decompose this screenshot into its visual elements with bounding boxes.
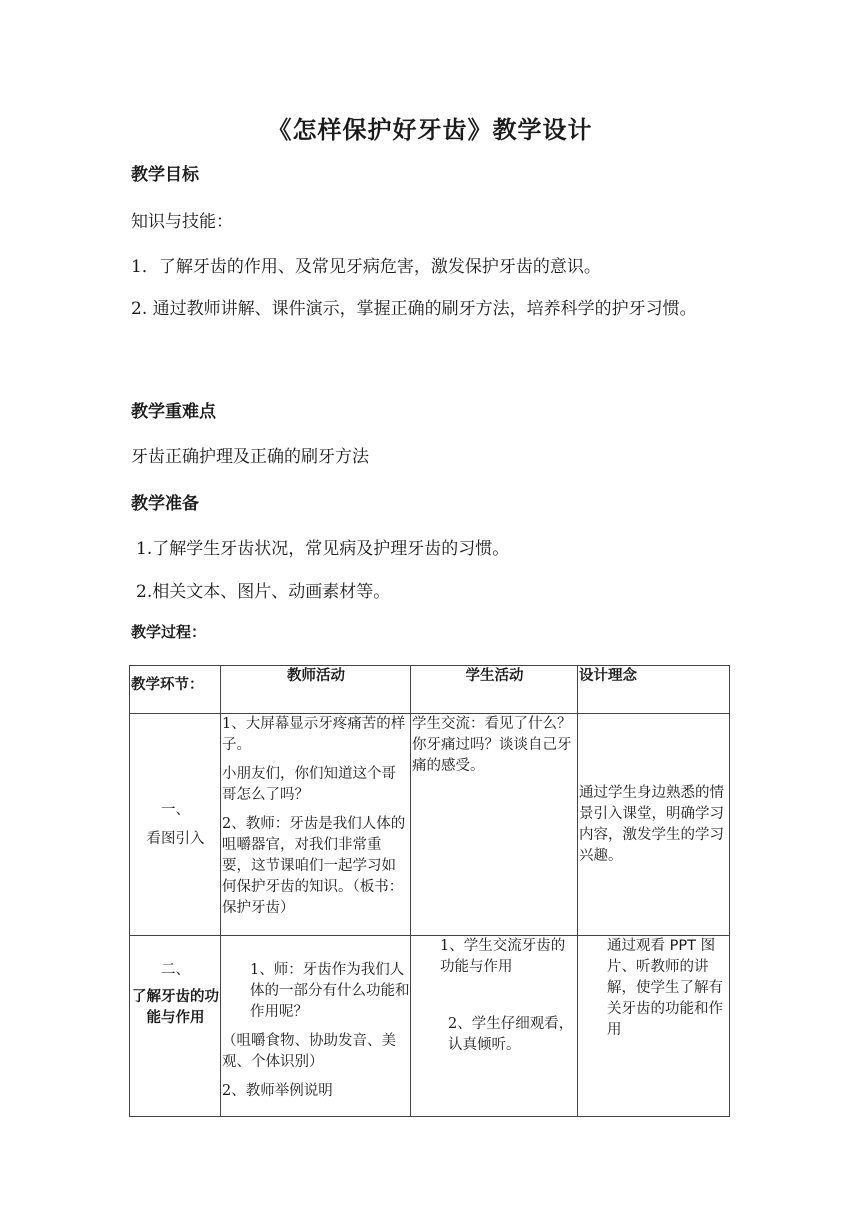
header-rationale: 设计理念 — [578, 666, 730, 714]
rationale-text: 通过学生身边熟悉的情景引入课堂，明确学习内容，激发学生的学习兴趣。 — [579, 784, 724, 864]
rationale-cell — [578, 936, 730, 1117]
teacher-line: 2、教师：牙齿是我们人体的咀嚼器官，对我们非常重要，这节课咱们一起学习如何保护牙齿的知识。（板书：保护牙齿） — [222, 816, 406, 916]
objectives-subheading: 知识与技能： — [131, 212, 233, 232]
teacher-activity-cell — [221, 714, 411, 936]
stage-cell — [130, 714, 221, 936]
header-stage: 教学环节： — [130, 666, 221, 714]
teacher-activity-cell — [221, 936, 411, 1117]
table-header-row — [130, 666, 730, 714]
student-line: 2、学生仔细观看，认真倾听。 — [448, 1016, 574, 1053]
preparation-item-2: 2.相关文本、图片、动画素材等。 — [136, 582, 391, 602]
process-table — [129, 665, 730, 1117]
stage-number: 二、 — [161, 962, 190, 978]
rationale-text: 通过观看 PPT 图片、听教师的讲解，使学生了解有关牙齿的功能和作用 — [607, 938, 723, 1038]
stage-cell — [130, 936, 221, 1117]
teacher-line: 1、师：牙齿作为我们人体的一部分有什么功能和作用呢？ — [250, 962, 410, 1020]
teacher-line: 小朋友们，你们知道这个哥哥怎么了吗？ — [222, 766, 396, 803]
teacher-line: 1、大屏幕显示牙疼痛苦的样子。 — [222, 716, 406, 753]
document-title: 《怎样保护好牙齿》教学设计 — [267, 115, 593, 144]
table-row — [130, 936, 730, 1117]
student-line: 1、学生交流牙齿的功能与作用 — [440, 938, 566, 975]
objectives-heading: 教学目标 — [131, 165, 199, 185]
stage-name: 了解牙齿的功能与作用 — [132, 989, 219, 1026]
preparation-item-1: 1.了解学生牙齿状况，常见病及护理牙齿的习惯。 — [136, 539, 510, 559]
key-points-text: 牙齿正确护理及正确的刷牙方法 — [131, 447, 369, 467]
preparation-heading: 教学准备 — [131, 494, 199, 514]
stage-number: 一、 — [161, 801, 190, 818]
header-student: 学生活动 — [411, 666, 578, 714]
student-line: 学生交流：看见了什么？你牙痛过吗？谈谈自己牙痛的感受。 — [412, 716, 572, 774]
table-row — [130, 714, 730, 936]
objective-item-1: 1．了解牙齿的作用、及常见牙病危害，激发保护牙齿的意识。 — [131, 257, 601, 277]
header-teacher: 教师活动 — [221, 666, 411, 714]
student-activity-cell — [411, 714, 578, 936]
teacher-line: （咀嚼食物、协助发音、美观、个体识别） — [222, 1033, 396, 1070]
process-heading: 教学过程： — [131, 623, 207, 641]
rationale-cell — [578, 714, 730, 936]
key-points-heading: 教学重难点 — [131, 402, 216, 422]
stage-name: 看图引入 — [146, 830, 205, 847]
teacher-line: 2、教师举例说明 — [222, 1083, 333, 1099]
objective-item-2: 2. 通过教师讲解、课件演示，掌握正确的刷牙方法，培养科学的护牙习惯。 — [131, 299, 697, 319]
student-activity-cell — [411, 936, 578, 1117]
